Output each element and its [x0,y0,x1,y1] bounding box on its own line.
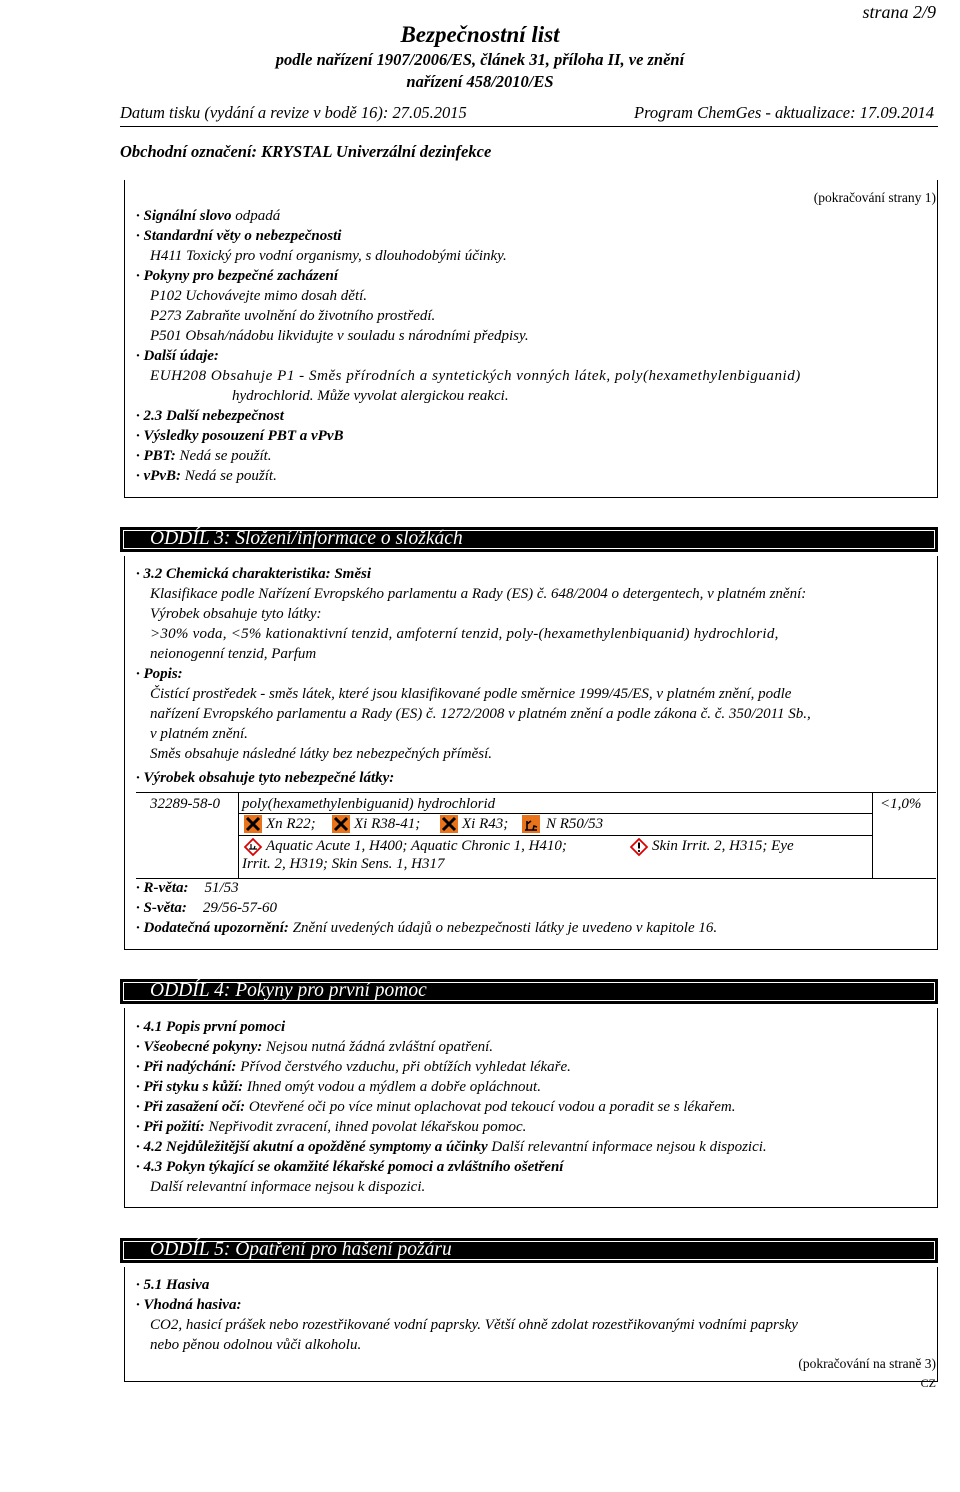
vpvb: · vPvB: Nedá se použít. [136,468,277,484]
other-hazards: · 2.3 Další nebezpečnost [136,408,284,424]
section3-header [120,522,938,552]
section4-title: ODDÍL 4: Pokyny pro první pomoc [150,980,427,1001]
table-bottom-rule [136,878,936,879]
print-date: Datum tisku (vydání a revize v bodě 16): 27.05.2015 [120,103,467,122]
table-inner-rule-2 [238,835,872,836]
section5-header [120,1233,938,1263]
section3-title: ODDÍL 3: Složení/informace o složkách [150,528,463,549]
symptoms: · 4.2 Nejdůležitější akutní a opožděné symptomy a účinky Další relevantní informace nejsou k dispozici. [136,1139,767,1155]
chem-characteristic: · 3.2 Chemická charakteristika: Směsi [136,566,372,582]
medical-attention-label: · 4.3 Pokyn týkající se okamžité lékařské pomoci a zvláštního ošetření [136,1159,564,1175]
table-top-rule [136,792,936,793]
contents-line-1: >30% voda, <5% kationaktivní tenzid, amfoterní tenzid, poly-(hexamethylenbiquanid) hydrochlorid, [150,626,779,642]
substance-cas: 32289-58-0 [150,796,220,812]
general-advice: · Všeobecné pokyny: Nejsou nutná žádná zvláštní opatření. [136,1039,494,1055]
suitable-media-line-1: CO2, hasicí prášek nebo rozestřikované vodní paprsky. Větší ohně zdolat rozestřikovanými vodními paprsky [150,1317,798,1333]
language-code: CZ [920,1376,936,1390]
medical-attention-value: Další relevantní informace nejsou k dispozici. [150,1179,426,1195]
continued-to: (pokračování na straně 3) [798,1356,936,1371]
eye-contact: · Při zasažení očí: Otevřené oči po více minut oplachovat pod tekoucí vodou a poradit se s lékařem. [136,1099,736,1115]
popis-line-2: nařízení Evropského parlamentu a Rady (ES) č. 1272/2008 v platném znění a podle zákona č. č. 350/2011 Sb., [150,706,811,722]
environment-hazard-icon [522,815,540,833]
clp-exclamation-line-1: Skin Irrit. 2, H315; Eye [652,838,794,854]
popis-line-4: Směs obsahuje následné látky bez nebezpečných příměsí. [150,746,492,762]
exclamation-pictogram-icon [630,838,648,856]
popis-line-3: v platném znění. [150,726,248,742]
document-title: Bezpečnostní list [400,22,560,47]
additional-label: · Další údaje: [136,348,219,364]
ingestion: · Při požití: Nepřivodit zvracení, ihned povolat lékařskou pomoc. [136,1119,527,1135]
hazard-statements-label: · Standardní věty o nebezpečnosti [136,228,342,244]
table-col-divider-2 [872,792,873,878]
substance-concentration: <1,0% [880,796,922,812]
header-rule [120,126,938,127]
pbt: · PBT: Nedá se použít. [136,448,272,464]
euh208-line-2: hydrochlorid. Může vyvolat alergickou reakci. [232,388,509,404]
trade-name: Obchodní označení: KRYSTAL Univerzální dezinfekce [120,142,492,161]
skin-contact: · Při styku s kůží: Ihned omýt vodou a mýdlem a dobře opláchnout. [136,1079,541,1095]
suitable-media-label: · Vhodná hasiva: [136,1297,242,1313]
euh208-line-1: EUH208 Obsahuje P1 - Směs přírodních a syntetických vonných látek, poly(hexamethylenbiguanid) [150,368,801,384]
r-phrase: · R-věta: 51/53 [136,880,239,896]
first-aid-description: · 4.1 Popis první pomoci [136,1019,286,1035]
suitable-media-line-2: nebo pěnou odolnou vůči alkoholu. [150,1337,362,1353]
dsd-xi-1: Xi R38-41; [354,816,421,832]
program-version: Program ChemGes - aktualizace: 17.09.2014 [633,103,934,122]
irritant-x-icon [332,815,350,833]
popis-label: · Popis: [136,666,183,682]
inhalation: · Při nadýchání: Přívod čerstvého vzduchu, při obtížích vyhledat lékaře. [136,1059,571,1075]
extinguishing-media: · 5.1 Hasiva [136,1277,210,1293]
section5-title: ODDÍL 5: Opatření pro hašení požáru [150,1239,452,1260]
regulation-line-1: podle nařízení 1907/2006/ES, článek 31, příloha II, ve znění [275,50,685,69]
dsd-xi-2: Xi R43; [462,816,509,832]
irritant-x-icon [440,815,458,833]
table-inner-rule-1 [238,813,872,814]
contains-label: Výrobek obsahuje tyto látky: [150,606,322,622]
p102: P102 Uchovávejte mimo dosah dětí. [150,288,368,304]
classification: Klasifikace podle Nařízení Evropského parlamentu a Rady (ES) č. 648/2004 o detergentech, v platném znění: [150,586,807,602]
dsd-n: N R50/53 [546,816,604,832]
pbt-results: · Výsledky posouzení PBT a vPvB [136,428,344,444]
p273: P273 Zabraňte uvolnění do životního prostředí. [150,308,436,324]
signal-word: · Signální slovo odpadá [136,208,281,224]
h411: H411 Toxický pro vodní organismy, s dlouhodobými účinky. [150,248,507,264]
precaution-label: · Pokyny pro bezpečné zacházení [136,268,339,284]
regulation-line-2: nařízení 458/2010/ES [406,72,554,91]
clp-exclamation-line-2: Irrit. 2, H319; Skin Sens. 1, H317 [242,856,445,872]
s-phrase: · S-věta: 29/56-57-60 [136,900,277,916]
contents-line-2: neionogenní tenzid, Parfum [150,646,317,662]
hazardous-substances-label: · Výrobek obsahuje tyto nebezpečné látky: [136,770,395,786]
substance-name: poly(hexamethylenbiguanid) hydrochlorid [242,796,496,812]
harmful-x-icon [244,815,262,833]
clp-environment: Aquatic Acute 1, H400; Aquatic Chronic 1, H410; [266,838,567,854]
page-number: strana 2/9 [862,2,936,22]
environment-pictogram-icon [244,838,262,856]
section4-header [120,974,938,1004]
p501: P501 Obsah/nádobu likvidujte v souladu s národními předpisy. [150,328,529,344]
dsd-xn: Xn R22; [266,816,316,832]
additional-notes: · Dodatečná upozornění: Znění uvedených údajů o nebezpečnosti látky je uvedeno v kapitole 16. [136,920,718,936]
popis-line-1: Čistící prostředek - směs látek, které jsou klasifikované podle směrnice 1999/45/ES, v platném znění, podle [150,686,792,702]
continued-from: (pokračování strany 1) [813,190,936,205]
